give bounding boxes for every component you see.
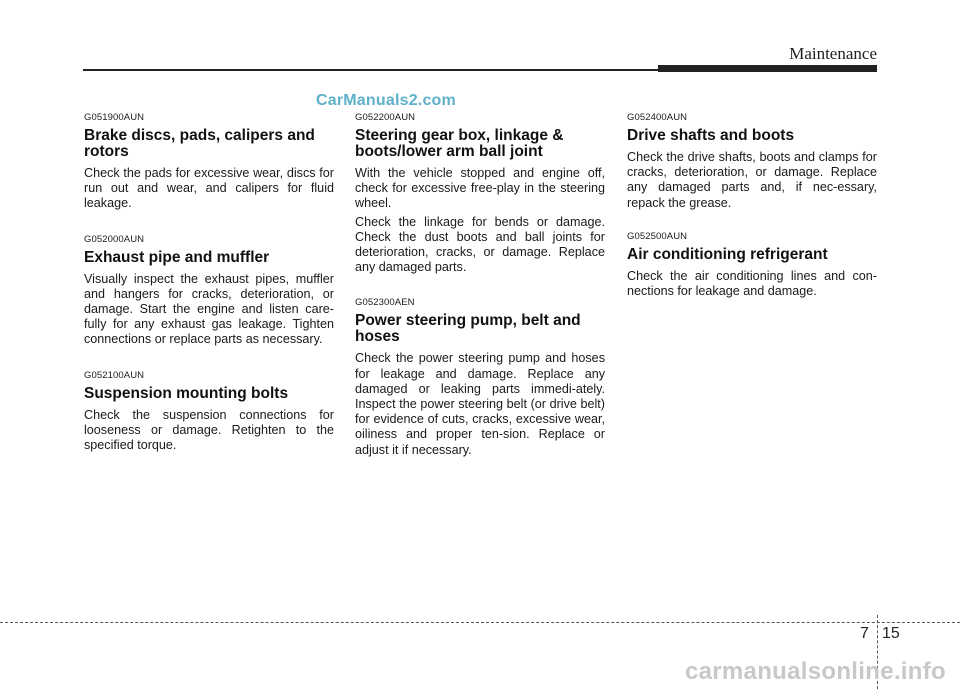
section-title: Power steering pump, belt and hoses bbox=[355, 312, 581, 346]
section-title: Steering gear box, linkage & boots/lower arm ball joint bbox=[355, 127, 564, 160]
header-rule-thick bbox=[658, 65, 877, 72]
watermark-top: CarManuals2.com bbox=[316, 92, 456, 109]
page-number: 15 bbox=[882, 625, 900, 642]
section-code: G052000AUN bbox=[84, 233, 145, 245]
header-rule-thin bbox=[83, 69, 663, 71]
section-code: G052500AUN bbox=[627, 230, 688, 242]
column-1 bbox=[84, 112, 334, 456]
section-header: Maintenance bbox=[789, 44, 877, 63]
section-body: Check the drive shafts, boots and clamps for cracks, deterioration, or damage. Replace any damaged parts and, if nec-essary, repack the grease. bbox=[627, 150, 877, 210]
section-drive-shafts bbox=[627, 112, 877, 211]
column-3 bbox=[627, 112, 877, 302]
footer-dashed-rule bbox=[0, 622, 960, 623]
section-exhaust bbox=[84, 234, 334, 348]
column-2 bbox=[355, 112, 605, 461]
page-chapter: 7 bbox=[860, 625, 869, 642]
section-code: G052400AUN bbox=[627, 112, 688, 123]
section-title: Drive shafts and boots bbox=[627, 127, 795, 144]
section-body: With the vehicle stopped and engine off, check for excessive free-play in the steering wheel. bbox=[355, 166, 605, 211]
section-code: G052100AUN bbox=[84, 369, 145, 381]
section-body: Check the air conditioning lines and con-nections for leakage and damage. bbox=[627, 268, 877, 299]
section-title: Air conditioning refrigerant bbox=[627, 245, 828, 263]
section-body: Check the pads for excessive wear, discs for run out and wear, and calipers for fluid leakage. bbox=[84, 166, 334, 211]
section-steering-gear bbox=[355, 112, 605, 275]
section-title: Exhaust pipe and muffler bbox=[84, 248, 270, 266]
section-brake bbox=[84, 112, 334, 212]
section-code: G052300AEN bbox=[355, 297, 415, 309]
section-body: Visually inspect the exhaust pipes, muffler and hangers for cracks, deterioration, or damage. Start the engine and listen care-fully for any exhaust gas leakage. Tighten connections or replace parts as necessary. bbox=[84, 271, 334, 347]
section-ac-refrigerant bbox=[627, 231, 877, 299]
section-body: Check the linkage for bends or damage. Check the dust boots and ball joints for deterioration, cracks, or damage. Replace any damaged parts. bbox=[355, 214, 605, 275]
watermark-bottom: carmanualsonline.info bbox=[684, 658, 946, 685]
section-title: Suspension mounting bolts bbox=[84, 384, 289, 402]
section-body: Check the power steering pump and hoses for leakage and damage. Replace any damaged or leaking parts immedi-ately. Inspect the power steering belt (or drive belt) for evidence of cuts, cracks, excessive wear, oiliness and proper ten-sion. Replace or adjust it if necessary. bbox=[355, 351, 605, 457]
section-suspension bbox=[84, 370, 334, 454]
section-code: G051900AUN bbox=[84, 112, 145, 123]
section-title: Brake discs, pads, calipers and rotors bbox=[84, 127, 315, 160]
section-power-steering bbox=[355, 297, 605, 457]
section-body: Check the suspension connections for looseness or damage. Retighten to the specified torque. bbox=[84, 407, 334, 453]
section-code: G052200AUN bbox=[355, 112, 416, 123]
